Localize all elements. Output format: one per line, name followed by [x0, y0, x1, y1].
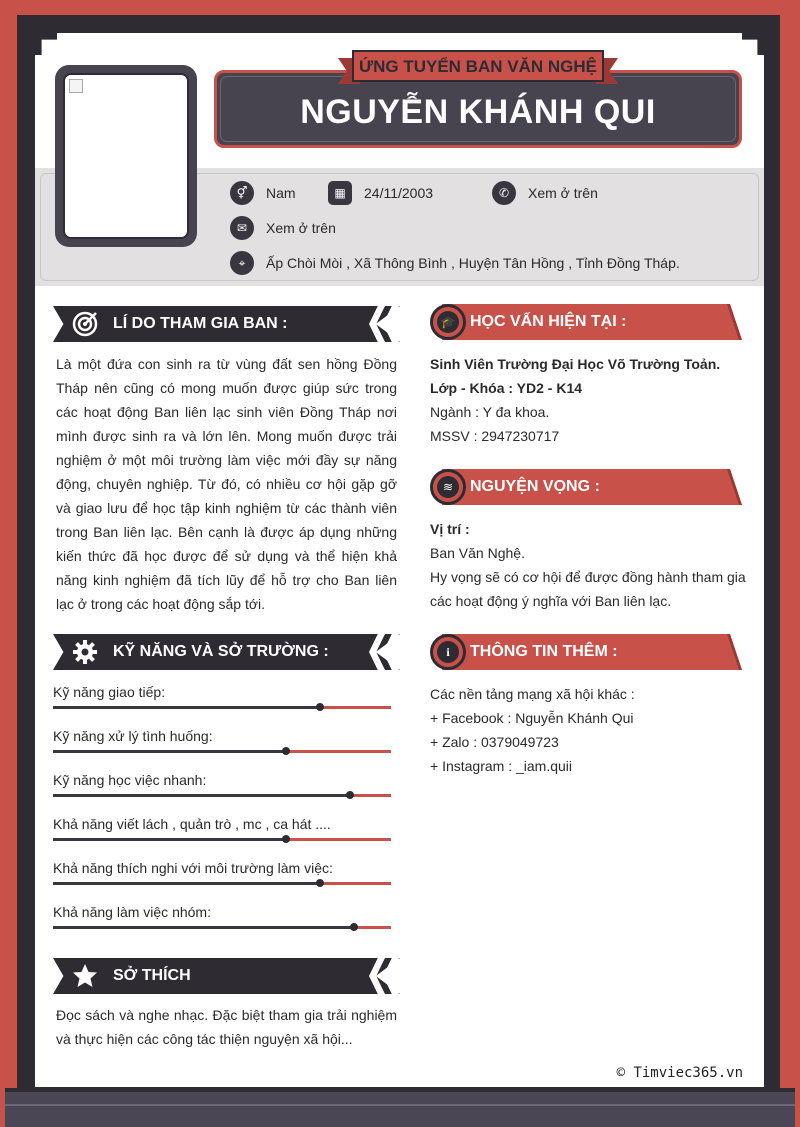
facebook-link: + Facebook : Nguyễn Khánh Qui — [430, 710, 634, 726]
skill-bar-fill — [53, 882, 320, 885]
star-icon — [71, 962, 99, 990]
skill-bar — [53, 882, 391, 885]
phone-item — [492, 181, 598, 205]
gear-icon — [71, 638, 99, 666]
position-label: Vị trí : — [430, 521, 470, 537]
email-value: Xem ở trên — [266, 220, 336, 236]
footer-credit: © Timviec365.vn — [616, 1065, 743, 1081]
footer-band — [5, 1088, 795, 1127]
calendar-icon: ▦ — [328, 181, 352, 205]
skill-bar — [53, 926, 391, 929]
school-name: Sinh Viên Trường Đại Học Võ Trường Toản. — [430, 356, 721, 372]
skill-item — [53, 904, 391, 929]
extra-content — [430, 682, 750, 778]
email-item — [230, 216, 336, 240]
skill-label: Khả năng thích nghi với môi trường làm việc: — [53, 860, 333, 876]
profile-photo — [63, 73, 189, 239]
info-icon: i — [437, 641, 459, 663]
skill-bar-fill — [53, 838, 286, 841]
skill-label: Kỹ năng xử lý tình huống: — [53, 728, 213, 744]
birthday-item — [328, 181, 433, 205]
layers-icon: ≋ — [437, 476, 459, 498]
gender-value: Nam — [266, 185, 296, 201]
reason-text: Là một đứa con sinh ra từ vùng đất sen hồng Đồng Tháp nên cũng có mong muốn được giúp sức trong các hoạt động Ban liên lạc sinh viên Đồng Tháp nơi mình được sinh ra và lớn lên. Mong muốn được trải nghiệm ở một môi trường làm việc mới đầy sự năng động, chuyên nghiệp. Từ đó, có nhiều cơ hội gặp gỡ và giao lưu để học tập kinh nghiệm từ các thành viên trong Ban liên lạc. Bên cạnh là được áp dụng những kiến thức đã học được để sử dụng và thể hiện khả năng kinh nghiệm đã tích lũy để hỗ trợ cho Ban liên lạc ở trong các hoạt động sắp tới. — [56, 356, 397, 612]
target-icon — [71, 310, 99, 338]
class-info: Lớp - Khóa : YD2 - K14 — [430, 380, 583, 396]
skill-item — [53, 816, 391, 841]
skill-bar-fill — [53, 926, 354, 929]
hobbies-title: SỞ THÍCH — [113, 967, 191, 984]
envelope-icon: ✉ — [230, 216, 254, 240]
broken-image-icon — [69, 79, 83, 93]
instagram-link: + Instagram : _iam.quii — [430, 758, 573, 774]
phone-value: Xem ở trên — [528, 185, 598, 201]
zalo-contact: + Zalo : 0379049723 — [430, 734, 559, 750]
skills-section-header — [53, 634, 400, 670]
address-item — [230, 251, 680, 275]
major-info: Ngành : Y đa khoa. — [430, 404, 550, 420]
skill-item — [53, 860, 391, 885]
skill-bar-knob — [350, 923, 358, 931]
hobbies-section-header — [53, 958, 400, 994]
position-value: Ban Văn Nghệ. — [430, 545, 525, 561]
skills-title: KỸ NĂNG VÀ SỞ TRƯỜNG : — [113, 643, 329, 660]
education-title: HỌC VẤN HIỆN TẠI : — [470, 313, 627, 330]
position-ribbon — [338, 50, 618, 84]
skill-bar-fill — [53, 706, 320, 709]
reason-section-header — [53, 306, 400, 342]
education-section-header — [430, 302, 742, 342]
skill-item — [53, 728, 391, 753]
skill-label: Khả năng làm việc nhóm: — [53, 904, 211, 920]
education-content — [430, 352, 750, 448]
aspiration-section-header — [430, 467, 742, 507]
skill-label: Khả năng viết lách , quản trò , mc , ca hát .... — [53, 816, 331, 832]
skill-label: Kỹ năng học việc nhanh: — [53, 772, 207, 788]
skill-item — [53, 684, 391, 709]
reason-title: LÍ DO THAM GIA BAN : — [113, 315, 288, 332]
gender-icon: ⚥ — [230, 181, 254, 205]
gender-item — [230, 181, 296, 205]
birthday-value: 24/11/2003 — [364, 185, 434, 201]
skill-bar — [53, 750, 391, 753]
photo-frame — [55, 65, 197, 247]
skill-bar-knob — [316, 879, 324, 887]
address-value: Ấp Chòi Mòi , Xã Thông Bình , Huyện Tân Hồng , Tỉnh Đồng Tháp. — [266, 255, 680, 271]
hobbies-text: Đọc sách và nghe nhạc. Đặc biệt tham gia trải nghiệm và thực hiện các công tác thiện nguyện xã hội... — [56, 1007, 397, 1047]
extra-title: THÔNG TIN THÊM : — [470, 643, 618, 660]
student-id: MSSV : 2947230717 — [430, 428, 560, 444]
hope-text: Hy vọng sẽ có cơ hội để được đồng hành tham gia các hoạt động ý nghĩa với Ban liên lạc. — [430, 569, 746, 609]
skill-bar — [53, 706, 391, 709]
position-ribbon-text: ỨNG TUYỂN BAN VĂN NGHỆ — [359, 57, 597, 76]
aspiration-title: NGUYỆN VỌNG : — [470, 478, 600, 495]
social-intro: Các nền tảng mạng xã hội khác : — [430, 686, 635, 702]
phone-icon: ✆ — [492, 181, 516, 205]
aspiration-content — [430, 517, 750, 613]
extra-section-header — [430, 632, 742, 672]
skill-bar-knob — [316, 703, 324, 711]
skill-item — [53, 772, 391, 797]
skill-bar — [53, 794, 391, 797]
skill-bar-fill — [53, 750, 286, 753]
skill-bar-fill — [53, 794, 350, 797]
location-pin-icon: ⌖ — [230, 251, 254, 275]
candidate-name: NGUYỄN KHÁNH QUI — [300, 93, 656, 131]
skill-bar — [53, 838, 391, 841]
graduation-cap-icon: 🎓 — [437, 311, 459, 333]
skill-label: Kỹ năng giao tiếp: — [53, 684, 166, 700]
